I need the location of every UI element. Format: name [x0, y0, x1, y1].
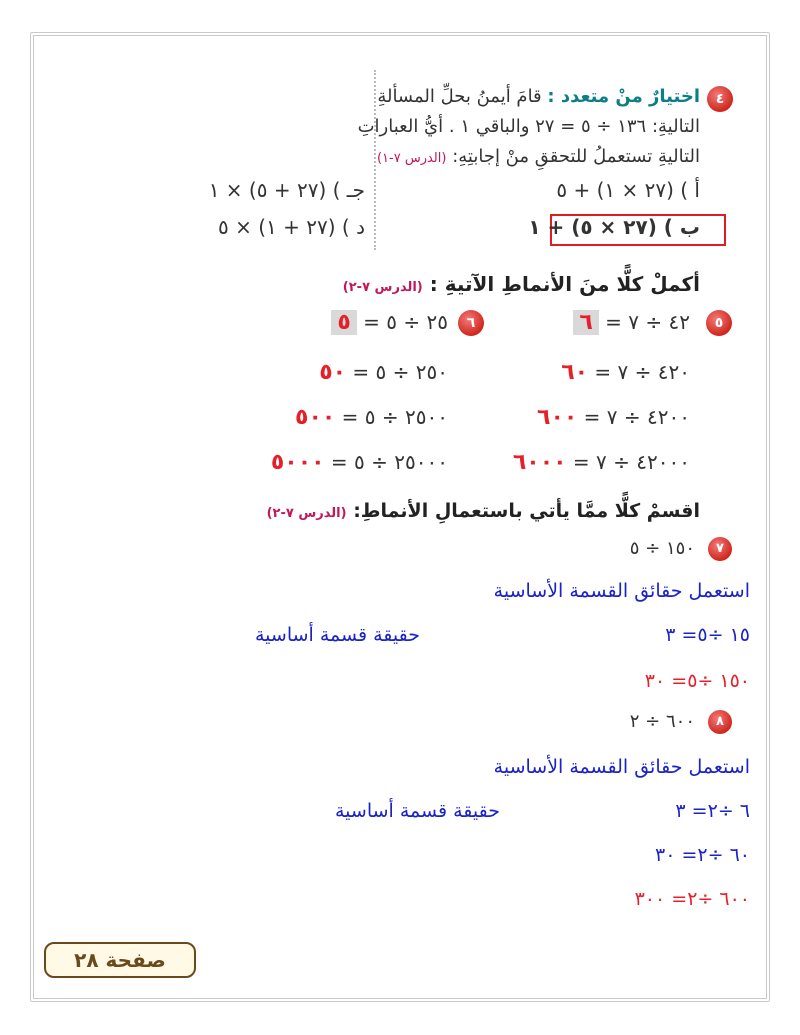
patterns-heading — [343, 272, 700, 296]
q5-answer[interactable]: ٦ — [573, 310, 598, 335]
q5-expr: ٤٢٠٠٠ ÷ ٧ = — [572, 450, 690, 474]
question-4-line-2: التاليةِ: ١٣٦ ÷ ٥ = ٢٧ والباقي ١ . أيُّ العباراتِ — [357, 116, 700, 137]
q5-expr: ٤٢ ÷ ٧ = — [605, 310, 690, 334]
q6-row-1 — [331, 310, 448, 335]
q7-result: ١٥٠ ÷٥= ٣٠ — [644, 670, 750, 692]
q5-row-3 — [537, 405, 690, 430]
question-4-text-3: التاليةِ تستعملُ للتحققِ منْ إجابتِهِ: — [452, 146, 700, 167]
q6-expr: ٢٥ ÷ ٥ = — [363, 310, 448, 334]
q6-expr: ٢٥٠٠ ÷ ٥ = — [341, 405, 448, 429]
question-8-badge: ٨ — [708, 710, 732, 734]
q7-fact-label: حقيقة قسمة أساسية — [255, 624, 420, 646]
patterns-heading-text: أكملْ كلًّا منَ الأنماطِ الآتيةِ : — [429, 272, 700, 296]
q8-result: ٦٠٠ ÷٢= ٣٠٠ — [634, 888, 750, 910]
q8-step: ٦٠ ÷٢= ٣٠ — [655, 844, 750, 866]
q8-fact: ٦ ÷٢= ٣ — [675, 800, 750, 822]
q5-expr: ٤٢٠٠ ÷ ٧ = — [583, 405, 690, 429]
question-7-expression: ١٥٠ ÷ ٥ — [629, 538, 695, 559]
question-8-expression: ٦٠٠ ÷ ٢ — [629, 711, 695, 732]
q6-row-4 — [271, 450, 448, 475]
column-divider — [374, 70, 376, 250]
q8-note: استعمل حقائق القسمة الأساسية — [493, 756, 750, 778]
choice-b[interactable]: ب ) (٢٧ × ٥) + ١ — [528, 215, 700, 239]
question-4-line-3 — [377, 146, 700, 167]
patterns-lesson-ref: (الدرس ٧-٢) — [342, 280, 423, 295]
q5-answer[interactable]: ٦٠٠٠ — [512, 450, 567, 475]
lesson-ref: (الدرس ٧-١) — [376, 151, 447, 166]
page-number-text: صفحة ٢٨ — [74, 948, 166, 972]
question-4-badge: ٤ — [707, 86, 733, 112]
choice-a[interactable]: أ ) (٢٧ × ١) + ٥ — [556, 178, 700, 202]
choice-d[interactable]: د ) (٢٧ + ١) × ٥ — [218, 215, 365, 239]
q5-answer[interactable]: ٦٠٠ — [537, 405, 578, 430]
question-5-badge: ٥ — [706, 310, 732, 336]
q6-answer[interactable]: ٥٠ — [319, 360, 347, 385]
q7-fact: ١٥ ÷٥= ٣ — [665, 624, 750, 646]
q7-note: استعمل حقائق القسمة الأساسية — [493, 580, 750, 602]
page-number-label — [44, 942, 196, 978]
q6-expr: ٢٥٠٠٠ ÷ ٥ = — [330, 450, 448, 474]
q5-row-4 — [513, 450, 690, 475]
q5-row-2 — [561, 360, 690, 385]
q6-answer[interactable]: ٥٠٠٠ — [270, 450, 325, 475]
q6-row-3 — [295, 405, 448, 430]
question-6-badge: ٦ — [458, 310, 484, 336]
divide-heading-text: اقسمْ كلًّا ممَّا يأتي باستعمالِ الأنماطِ: — [353, 500, 700, 522]
question-4-title: اختيارٌ منْ متعدد : — [547, 86, 700, 107]
q5-expr: ٤٢٠ ÷ ٧ = — [594, 360, 690, 384]
q6-answer[interactable]: ٥ — [331, 310, 356, 335]
question-7-badge: ٧ — [708, 537, 732, 561]
question-4-line-1 — [377, 86, 700, 107]
q6-row-2 — [319, 360, 448, 385]
question-4-text-1: قامَ أيمنُ بحلِّ المسألةِ — [377, 86, 542, 107]
q6-expr: ٢٥٠ ÷ ٥ = — [352, 360, 448, 384]
divide-heading — [267, 500, 700, 522]
q5-answer[interactable]: ٦٠ — [561, 360, 589, 385]
q6-answer[interactable]: ٥٠٠ — [295, 405, 336, 430]
divide-lesson-ref: (الدرس ٧-٢) — [266, 506, 347, 521]
choice-c[interactable]: جـ ) (٢٧ + ٥) × ١ — [208, 178, 365, 202]
q8-fact-label: حقيقة قسمة أساسية — [335, 800, 500, 822]
q5-row-1 — [573, 310, 690, 335]
